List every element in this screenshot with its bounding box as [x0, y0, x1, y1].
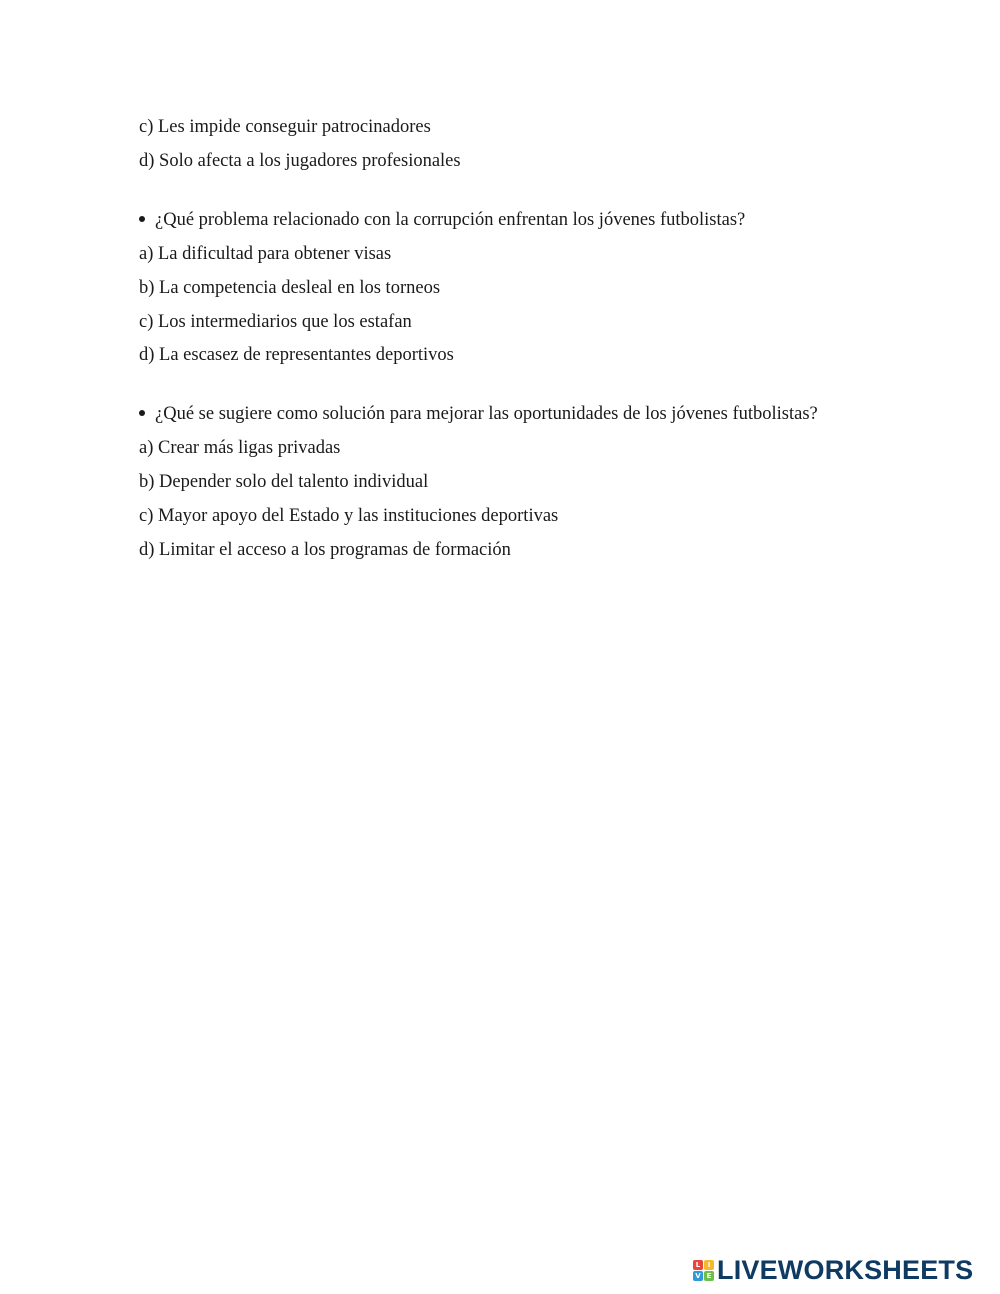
logo-mark-letter: E: [704, 1271, 714, 1281]
liveworksheets-logo: [693, 1256, 973, 1284]
logo-mark-letter: V: [693, 1271, 703, 1281]
option-a-q3: a) Crear más ligas privadas: [139, 438, 341, 458]
option-c-q3: c) Mayor apoyo del Estado y las instituciones deportivas: [139, 506, 559, 526]
option-b-q3: b) Depender solo del talento individual: [139, 472, 429, 492]
option-d-q1: d) Solo afecta a los jugadores profesionales: [139, 151, 461, 171]
option-b-q2: b) La competencia desleal en los torneos: [139, 278, 441, 298]
question-3-text: ¿Qué se sugiere como solución para mejorar las oportunidades de los jóvenes futbolistas?: [155, 404, 818, 424]
bullet-icon: [139, 410, 145, 416]
bullet-icon: [139, 216, 145, 222]
option-c-q1: c) Les impide conseguir patrocinadores: [139, 117, 431, 137]
logo-mark-letter: L: [693, 1260, 703, 1270]
question-3: [139, 402, 818, 426]
question-2-text: ¿Qué problema relacionado con la corrupción enfrentan los jóvenes futbolistas?: [155, 210, 746, 230]
logo-text: LIVEWORKSHEETS: [717, 1255, 974, 1285]
option-d-q2: d) La escasez de representantes deportivos: [139, 345, 454, 365]
question-2: [139, 208, 745, 232]
logo-mark-icon: [693, 1260, 714, 1281]
logo-mark-letter: I: [704, 1260, 714, 1270]
option-a-q2: a) La dificultad para obtener visas: [139, 244, 392, 264]
option-d-q3: d) Limitar el acceso a los programas de formación: [139, 540, 511, 560]
option-c-q2: c) Los intermediarios que los estafan: [139, 312, 412, 332]
